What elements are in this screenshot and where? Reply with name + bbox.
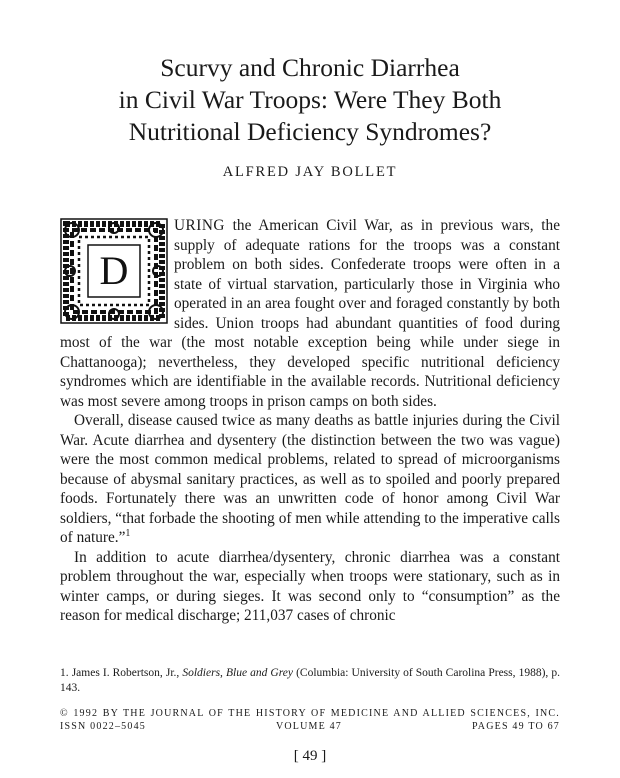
copyright-block	[60, 707, 560, 733]
footnote-reference: 1	[125, 528, 131, 539]
ornamental-dropcap	[60, 218, 168, 324]
footnote-author: James I. Robertson, Jr.,	[68, 667, 183, 679]
paragraph-2	[60, 411, 560, 548]
paragraph-3-text: In addition to acute diarrhea/dysentery, chronic diarrhea was a constant problem throughout the war, especially when troops were stationary, such as in winter camps, or during sieges. It was second only to “consumption” as the reason for medical discharge; 211,037 cases of chronic	[60, 548, 560, 624]
footnote-work-title: Soldiers, Blue and Grey	[182, 667, 293, 679]
author-name: ALFRED JAY BOLLET	[222, 164, 398, 180]
footnote	[60, 666, 560, 696]
lead-word: URING	[174, 217, 225, 234]
paragraph-1-text: the American Civil War, as in previous wars, the supply of adequate rations for the troops was a constant problem on both sides. Confederate troops were often in a state of virtual starvation, particularly those in Virginia who operated in an area fought over and foraged constantly by both sides. Union troops had abundant quantities of food during most of the war (the most notable exception being while under siege in Chattanooga); nevertheless, they developed specific nutritional deficiency syndromes which are identifiable in the available records. Nutritional deficiency was most severe among troops in prison camps on both sides.	[60, 217, 560, 410]
article-body	[60, 216, 560, 626]
footnote-number: 1.	[60, 667, 69, 679]
title-line-3: Nutritional Deficiency Syndromes?	[128, 117, 492, 146]
page-range: PAGES 49 TO 67	[471, 721, 560, 732]
paragraph-3	[60, 548, 560, 626]
copyright-line: © 1992 BY THE JOURNAL OF THE HISTORY OF MEDICINE AND ALLIED SCIENCES, INC.	[60, 708, 560, 719]
title-line-1: Scurvy and Chronic Diarrhea	[160, 53, 460, 82]
volume: VOLUME 47	[275, 721, 343, 732]
footnote-publication: (Columbia: University of South Carolina Press, 1988), p. 143.	[60, 667, 560, 694]
title-line-2: in Civil War Troops: Were They Both	[118, 85, 502, 114]
journal-meta	[60, 720, 560, 733]
dropcap-letter: D	[99, 248, 129, 293]
page-number: [ 49 ]	[293, 748, 327, 764]
issn: ISSN 0022–5045	[60, 721, 146, 732]
paragraph-2-text: Overall, disease caused twice as many deaths as battle injuries during the Civil War. Acute diarrhea and dysentery (the distinction between the two was vague) were the most common medical problems, related to spread of microorganisms because of abysmal sanitary practices, as well as to spoiled and poorly prepared foods. Fortunately there was an unwritten code of honor among Civil War soldiers, “that forbade the shooting of men while attending to the imperative calls of nature.”	[60, 412, 560, 546]
paragraph-1	[60, 216, 560, 411]
article-title	[40, 52, 580, 148]
